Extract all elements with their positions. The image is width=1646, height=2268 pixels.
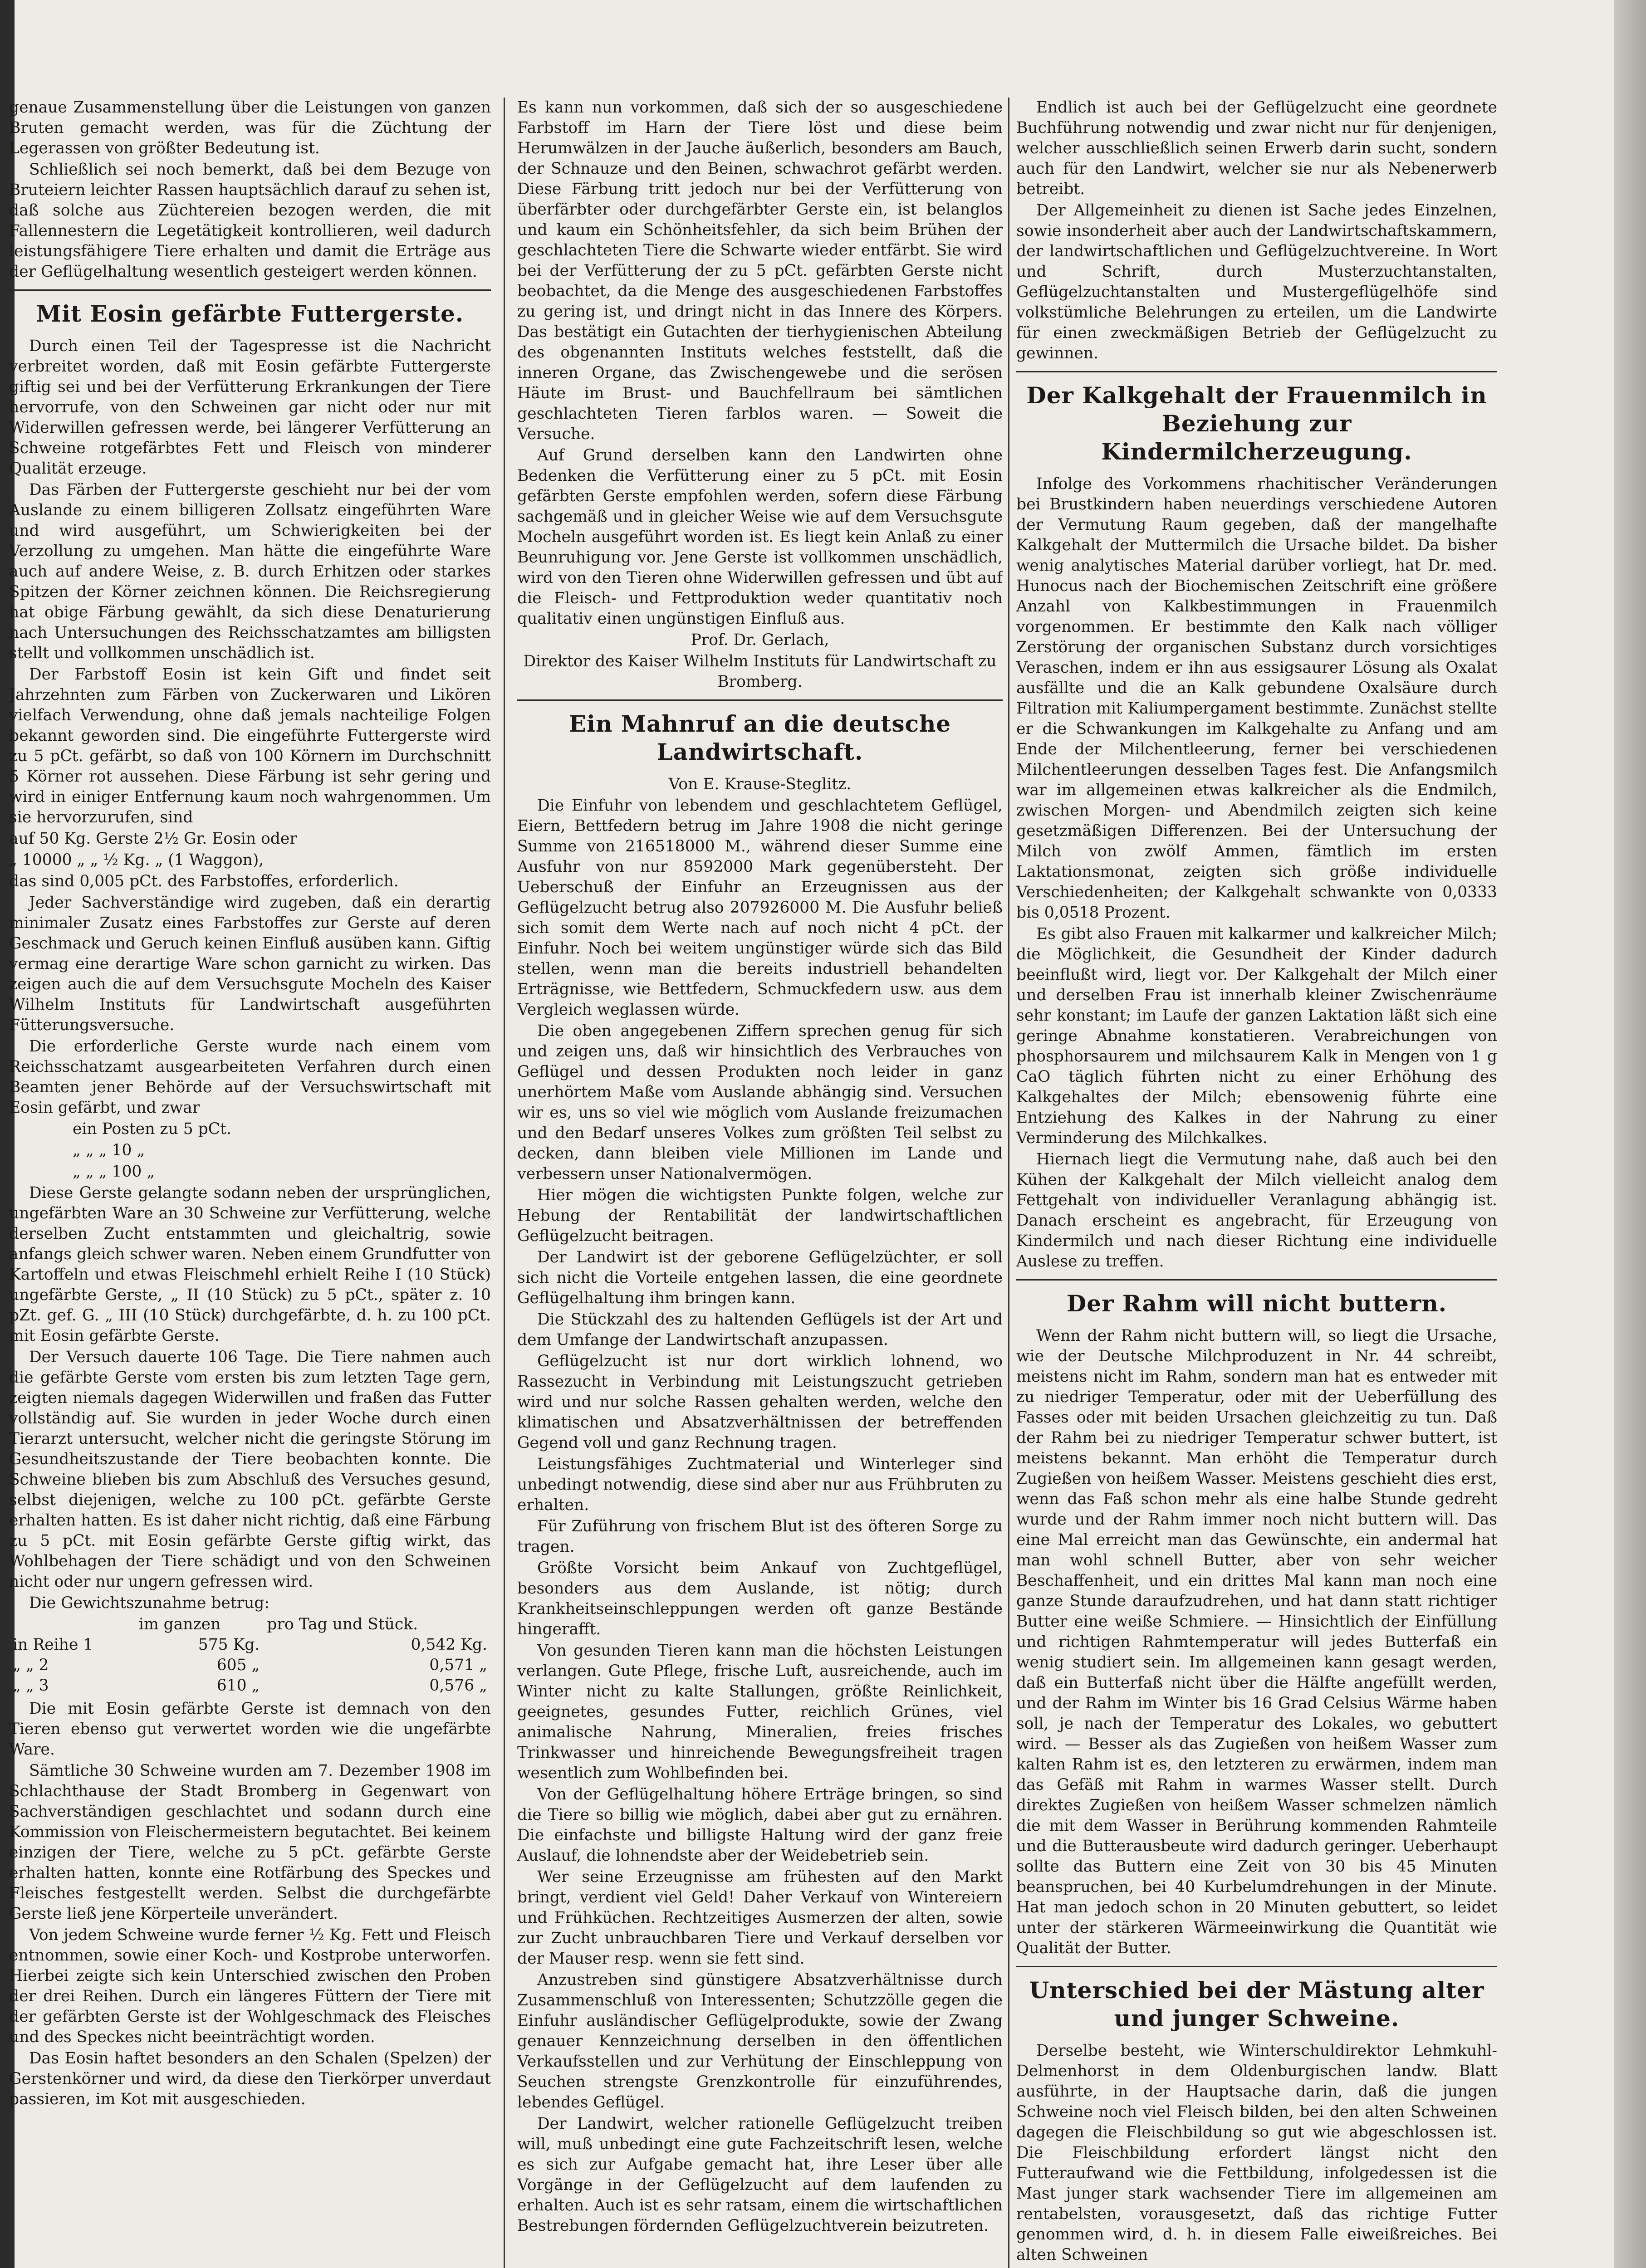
section-divider	[1016, 1966, 1497, 1967]
paragraph: Der Allgemeinheit zu dienen ist Sache jedes Einzelnen, sowie insonderheit aber auch der Landwirtschaftskammern, der landwirtschaftlichen und Geflügelzuchtvereine. In Wort und Schrift, durch Musterzuchtanstalten, Geflügelzuchtanstalten und Mustergeflügelhöfe sind volkstümliche Belehrungen zu erteilen, um die Landwirte für einen zweckmäßigen Betrieb der Geflügelzucht zu gewinnen.	[1016, 201, 1497, 362]
article-headline: Unterschied bei der Mästung alter und junger Schweine.	[1029, 1977, 1484, 2032]
paragraph: Die mit Eosin gefärbte Gerste ist demnach von den Tieren ebenso gut verwertet worden wie die ungefärbte Ware.	[9, 1700, 491, 1759]
paragraph: das sind 0,005 pCt. des Farbstoffes, erforderlich.	[9, 872, 399, 890]
table-row	[9, 1676, 491, 1696]
paragraph: Auf Grund derselben kann den Landwirten ohne Bedenken die Verfütterung einer zu 5 pCt. mit Eosin gefärbten Gerste empfohlen werden, sofern diese Färbung sachgemäß und in gleicher Weise wie auf dem Versuchsgute Mocheln ausgeführt worden ist. Es liegt kein Anlaß zu einer Beunruhigung vor. Jene Gerste ist vollkommen unschädlich, wird von den Tieren ohne Widerwillen gefressen und übt auf die Fleisch- und Fettproduktion weder quantitativ noch qualitativ einen ungünstigen Einfluß aus.	[517, 446, 1003, 628]
paragraph: Sämtliche 30 Schweine wurden am 7. Dezember 1908 im Schlachthause der Stadt Bromberg in Gegenwart von Sachverständigen geschlachtet und sodann durch eine Kommission von Fleischermeistern begutachtet. Bei keinem einzigen der Tiere, welche zu 5 pCt. gefärbte Gerste erhalten hatten, konnte eine Rotfärbung des Speckes und Fleisches festgestellt werden. Selbst die durchgefärbte Gerste ließ jene Körperteile unverändert.	[9, 1762, 491, 1923]
paragraph: ein Posten zu 5 pCt.	[73, 1120, 231, 1138]
paragraph: Leistungsfähiges Zuchtmaterial und Winterleger sind unbedingt notwendig, diese sind aber nur aus Frühbruten zu erhalten.	[517, 1455, 1003, 1514]
section-divider	[517, 699, 1003, 701]
article-headline: Der Rahm will nicht buttern.	[1066, 1290, 1447, 1317]
paragraph: Jeder Sachverständige wird zugeben, daß ein derartig minimaler Zusatz eines Farbstoffes zur Gerste auf deren Geschmack und Geruch keinen Einfluß ausüben kann. Giftig vermag eine derartige Ware schon garnicht zu wirken. Das zeigen auch die auf dem Versuchsgute Mocheln des Kaiser Wilhelm Instituts für Landwirtschaft ausgeführten Fütterungsversuche.	[9, 894, 491, 1034]
paragraph: „ „ „ 100 „	[73, 1163, 155, 1181]
article-headline: Ein Mahnruf an die deutsche Landwirtschaft.	[568, 710, 951, 765]
right-page-edge	[1614, 0, 1646, 2268]
paragraph: „ 10000 „ „ ½ Kg. „ (1 Waggon),	[9, 851, 264, 869]
column-left	[9, 98, 491, 2268]
paragraph: „ „ „ 10 „	[73, 1141, 145, 1159]
paragraph: Hiernach liegt die Vermutung nahe, daß auch bei den Kühen der Kalkgehalt der Milch vielleicht analog dem Fettgehalt von individueller Veranlagung abhängig ist. Danach erscheint es angebracht, für Erzeugung von Kindermilch und nach dieser Richtung eine individuelle Auslese zu treffen.	[1016, 1150, 1497, 1271]
paragraph: Die oben angegebenen Ziffern sprechen genug für sich und zeigen uns, daß wir hinsichtlich des Verbrauches von Geflügel und dessen Produkten noch leider in ganz unerhörtem Maße vom Auslande abhängig sind. Versuchen wir es, uns so viel wie möglich vom Auslande freizumachen und den Bedarf unseres Volkes zum größten Teil selbst zu decken, dann bleiben viele Millionen im Lande und verbessern unser Nationalvermögen.	[517, 1022, 1003, 1183]
column-divider	[504, 98, 505, 2268]
table-header-cell: pro Tag und Stück.	[267, 1615, 418, 1633]
paragraph: Schließlich sei noch bemerkt, daß bei dem Bezuge von Bruteiern leichter Rassen hauptsächlich darauf zu sehen ist, daß solche aus Züchtereien bezogen werden, die mit Fallennestern die Legetätigkeit kontrollieren, weil dadurch leistungsfähigere Tiere erhalten und damit die Erträge aus der Geflügelhaltung wesentlich gesteigert werden können.	[9, 161, 491, 281]
byline: Von E. Krause-Steglitz.	[668, 775, 852, 793]
column-right	[1016, 98, 1497, 2268]
weight-gain-table	[9, 1614, 491, 1696]
table-cell: „ „ 3	[13, 1677, 49, 1695]
paragraph: Geflügelzucht ist nur dort wirklich lohnend, wo Rassezucht in Verbindung mit Leistungszucht getrieben wird und nur solche Rassen gehalten werden, welche den klimatischen und Absatzverhältnissen der betreffenden Gegend voll und ganz Rechnung tragen.	[517, 1352, 1003, 1452]
table-cell: 610 „	[216, 1677, 260, 1695]
section-divider	[1016, 1279, 1497, 1281]
paragraph: Von gesunden Tieren kann man die höchsten Leistungen verlangen. Gute Pflege, frische Luft, ausreichende, auch im Winter nicht zu kalte Stallungen, größte Reinlichkeit, geeignetes, gesundes Futter, reichlich Grünes, viel animalische Nahrung, Mineralien, freies frisches Trinkwasser und hinreichende Bewegungsfreiheit tragen wesentlich zum Wohlbefinden bei.	[517, 1642, 1003, 1782]
table-cell: 575 Kg.	[198, 1636, 260, 1654]
paragraph: Endlich ist auch bei der Geflügelzucht eine geordnete Buchführung notwendig und zwar nicht nur für denjenigen, welcher ausschließlich seinen Erwerb darin sucht, sondern auch für den Landwirt, welcher sie nur als Nebenerwerb betreibt.	[1016, 98, 1497, 198]
paragraph: Von jedem Schweine wurde ferner ½ Kg. Fett und Fleisch entnommen, sowie einer Koch- und Kostprobe unterworfen. Hierbei zeigte sich kein Unterschied zwischen den Proben der drei Reihen. Durch ein längeres Füttern der Tiere mit der gefärbten Gerste ist der Wohlgeschmack des Fleisches und des Speckes nicht beeinträchtigt worden.	[9, 1926, 491, 2046]
section-divider	[9, 289, 491, 291]
table-cell: in Reihe 1	[13, 1636, 93, 1654]
paragraph: Es kann nun vorkommen, daß sich der so ausgeschiedene Farbstoff im Harn der Tiere löst und diese beim Herumwälzen in der Jauche äußerlich, besonders am Bauch, der Schnauze und den Beinen, schwachrot gefärbt werden. Diese Färbung tritt jedoch nur bei der Verfütterung von überfärbter oder durchgefärbter Gerste ein, ist belanglos und kaum ein Schönheitsfehler, da sich beim Brühen der geschlachteten Tiere die Schwarte wieder entfärbt. Sie wird bei der Verfütterung der zu 5 pCt. gefärbten Gerste nicht beobachtet, da die Menge des ausgeschiedenen Farbstoffes zu gering ist, und dringt nicht in das Innere des Körpers. Das bestätigt ein Gutachten der tierhygienischen Abteilung des obgenannten Instituts welches feststellt, daß die inneren Organe, das Zwischengewebe und die serösen Häute im Brust- und Bauchfellraum bei sämtlichen geschlachteten Tieren farblos waren. — Soweit die Versuche.	[517, 98, 1003, 443]
table-cell: „ „ 2	[13, 1656, 49, 1674]
paragraph: Größte Vorsicht beim Ankauf von Zuchtgeflügel, besonders aus dem Auslande, ist nötig; durch Krankheitseinschleppungen werden oft ganze Bestände hingerafft.	[517, 1559, 1003, 1638]
paragraph: Das Färben der Futtergerste geschieht nur bei der vom Auslande zu einem billigeren Zollsatz eingeführten Ware und wird ausgeführt, um Schwierigkeiten bei der Verzollung zu umgehen. Man hätte die eingeführte Ware auch auf andere Weise, z. B. durch Erhitzen oder starkes Spitzen der Körner zeichnen können. Die Reichsregierung hat obige Färbung gewählt, da sich diese Denaturierung nach Untersuchungen des Reichsschatzamtes am billigsten stellt und vollkommen unschädlich ist.	[9, 481, 491, 662]
paragraph: Der Versuch dauerte 106 Tage. Die Tiere nahmen auch die gefärbte Gerste vom ersten bis zum letzten Tage gern, zeigten niemals dagegen Widerwillen und fraßen das Futter vollständig auf. Sie wurden in jeder Woche durch einen Tierarzt untersucht, welcher nicht die geringste Störung im Gesundheitszustande der Tiere beobachten konnte. Die Schweine blieben bis zum Abschluß des Versuches gesund, selbst diejenigen, welche zu 100 pCt. gefärbte Gerste erhalten hatten. Es ist daher nicht richtig, daß eine Färbung zu 5 pCt. mit Eosin gefärbte Gerste giftig wirkt, das Wohlbehagen der Tiere schädigt und von den Schweinen nicht oder nur ungern gefressen wird.	[9, 1348, 491, 1591]
paragraph: Durch einen Teil der Tagespresse ist die Nachricht verbreitet worden, daß mit Eosin gefärbte Futtergerste giftig sei und bei der Verfütterung Erkrankungen der Tiere hervorrufe, von den Schweinen gar nicht oder nur mit Widerwillen gefressen werde, bei längerer Verfütterung an Schweine rotgefärbtes Fett und Fleisch von minderer Qualität erzeuge.	[9, 337, 491, 478]
article-headline: Der Kalkgehalt der Frauenmilch in Beziehung zur Kindermilcherzeugung.	[1026, 382, 1487, 465]
paragraph: Derselbe besteht, wie Winterschuldirektor Lehmkuhl-Delmenhorst in dem Oldenburgischen landw. Blatt ausführte, in der Hauptsache darin, daß die jungen Schweine noch viel Fleisch bilden, bei den alten Schweinen dagegen die Fleischbildung so gut wie abgeschlossen ist. Die Fleischbildung erfordert längst nicht den Futteraufwand wie die Fettbildung, infolgedessen ist die Mast junger stark wachsender Tiere im allgemeinen am rentabelsten, vorausgesetzt, daß das richtige Futter genommen wird, d. h. in diesem Falle eiweißreiches. Bei alten Schweinen	[1016, 2042, 1497, 2264]
paragraph: Hier mögen die wichtigsten Punkte folgen, welche zur Hebung der Rentabilität der landwirtschaftlichen Geflügelzucht beitragen.	[517, 1186, 1003, 1245]
table-cell: 0,576 „	[429, 1677, 487, 1695]
table-cell: 605 „	[216, 1656, 260, 1674]
paragraph: Infolge des Vorkommens rhachitischer Veränderungen bei Brustkindern haben neuerdings verschiedene Autoren der Vermutung Raum gegeben, daß der mangelhafte Kalkgehalt der Muttermilch die Ursache bildet. Da bisher wenig analytisches Material darüber vorliegt, hat Dr. med. Hunocus nach der Biochemischen Zeitschrift eine größere Anzahl von Kalkbestimmungen in Frauenmilch vorgenommen. Er bestimmte den Kalk nach völliger Zerstörung der organischen Substanz durch vorsichtiges Veraschen, indem er ihn aus essigsaurer Lösung als Oxalat ausfällte und die an Kalk gebundene Oxalsäure durch Filtration mit Kaliumpergament bestimmte. Zunächst stellte er die Schwankungen im Kalkgehalte zu Anfang und am Ende der Milchentleerung, ferner bei verschiedenen Milchentleerungen desselben Tages fest. Die Anfangsmilch war im allgemeinen etwas kalkreicher als die Endmilch, zwischen Morgen- und Abendmilch zeigten sich keine gesetzmäßigen Differenzen. Bei der Untersuchung der Milch von zwölf Ammen, fämtlich im ersten Laktationsmonat, zeigten sich größe individuelle Verschiedenheiten; der Kalkgehalt schwankte von 0,0333 bis 0,0518 Prozent.	[1016, 475, 1497, 922]
paragraph: auf 50 Kg. Gerste 2½ Gr. Eosin oder	[9, 830, 297, 848]
paragraph: Für Zuführung von frischem Blut ist des öfteren Sorge zu tragen.	[517, 1517, 1003, 1556]
paragraph: Die Stückzahl des zu haltenden Geflügels ist der Art und dem Umfange der Landwirtschaft anzupassen.	[517, 1310, 1003, 1349]
table-header-cell: im ganzen	[138, 1615, 221, 1633]
paragraph: Das Eosin haftet besonders an den Schalen (Spelzen) der Gerstenkörner und wird, da diese den Tierkörper unverdaut passieren, im Kot mit ausgeschieden.	[9, 2049, 491, 2108]
paragraph: Der Farbstoff Eosin ist kein Gift und findet seit Jahrzehnten zum Färben von Zuckerwaren und Likören vielfach Verwendung, ohne daß jemals nachteilige Folgen bekannt geworden sind. Die eingeführte Futtergerste wird zu 5 pCt. gefärbt, so daß von 100 Körnern im Durchschnitt 5 Körner rot aussehen. Diese Färbung ist sehr gering und wird in einiger Entfernung kaum noch wahrgenommen. Um sie hervorzurufen, sind	[9, 665, 491, 826]
table-header-cell	[9, 1614, 135, 1635]
paragraph: Wenn der Rahm nicht buttern will, so liegt die Ursache, wie der Deutsche Milchproduzent in Nr. 44 schreibt, meistens nicht im Rahm, sondern man hat es entweder mit zu niedriger Temperatur, oder mit der Ueberfüllung des Fasses oder mit beiden Ursachen gleichzeitig zu tun. Daß der Rahm bei zu niedriger Temperatur schwer buttert, ist meistens bekannt. Man erhöht die Temperatur durch Zugießen von heißem Wasser. Meistens geschieht dies erst, wenn das Faß schon mehr als eine halbe Stunde gedreht wurde und der Rahm immer noch nicht buttern will. Das eine Mal erreicht man das Gewünschte, ein andermal hat man wohl schnell Butter, aber von sehr weicher Beschaffenheit, und ein drittes Mal kann man noch eine ganze Stunde daraufzudrehen, und hat dann statt richtiger Butter eine weiße Schmiere. — Hinsichtlich der Einfüllung und richtigen Rahmtemperatur will jedes Butterfaß ein wenig studiert sein. Im allgemeinen kann gesagt werden, daß ein Butterfaß nicht über die Hälfte angefüllt werden, und der Rahm im Winter bis 16 Grad Celsius Wärme haben soll, je nach der Temperatur des Lokales, wo gebuttert wird. — Besser als das Zugießen von heißem Wasser zum kalten Rahm ist es, den letzteren zu erwärmen, indem man das Gefäß mit Rahm in warmes Wasser stellt. Durch direktes Zugießen von heißem Wasser schmelzen nämlich die mit dem Wasser in Berührung kommenden Rahmteile und die Butterausbeute wird dadurch geringer. Ueberhaupt sollte das Buttern eine Zeit von 30 bis 45 Minuten beanspruchen, bei 40 Kurbelumdrehungen in der Minute. Hat man jedoch schon in 20 Minuten gebuttert, so leidet unter der stärkeren Wärmeeinwirkung die Quantität wie Qualität der Butter.	[1016, 1327, 1497, 1957]
paragraph: Es gibt also Frauen mit kalkarmer und kalkreicher Milch; die Möglichkeit, die Gesundheit der Kinder dadurch beeinflußt wird, liegt vor. Der Kalkgehalt der Milch einer und derselben Frau ist innerhalb kleiner Zwischenräume sehr konstant; im Laufe der ganzen Laktation läßt sich eine geringe Abnahme konstatieren. Verabreichungen von phosphorsaurem und milchsaurem Kalk in Mengen von 1 g CaO täglich führten nicht zu einer Erhöhung des Kalkgehaltes der Milch; ebensowenig führte eine Entziehung des Kalkes in der Nahrung zu einer Verminderung des Milchkalkes.	[1016, 925, 1497, 1147]
author-affiliation: Direktor des Kaiser Wilhelm Instituts für Landwirtschaft zu Bromberg.	[523, 652, 997, 691]
paragraph: Von der Geflügelhaltung höhere Erträge bringen, so sind die Tiere so billig wie möglich, dabei aber gut zu ernähren. Die einfachste und billigste Haltung wird der ganz freie Auslauf, die lohnendste aber der Weidebetrieb sein.	[517, 1785, 1003, 1865]
paragraph: Anzustreben sind günstigere Absatzverhältnisse durch Zusammenschluß von Interessenten; Schutzzölle gegen die Einfuhr ausländischer Geflügelprodukte, sowie der Zwang genauer Kennzeichnung derselben in den öffentlichen Verkaufsstellen und zur Verhütung der Einschleppung von Seuchen strengste Grenzkontrolle für einzuführendes, lebendes Geflügel.	[517, 1971, 1003, 2112]
table-cell: 0,542 Kg.	[411, 1636, 487, 1654]
table-row	[9, 1635, 491, 1655]
section-divider	[1016, 371, 1497, 372]
column-middle	[517, 98, 1003, 2268]
table-row	[9, 1655, 491, 1676]
table-header-row	[9, 1614, 491, 1635]
paragraph: Die Gewichtszunahme betrug:	[29, 1594, 270, 1612]
paragraph: Wer seine Erzeugnisse am frühesten auf den Markt bringt, verdient viel Geld! Daher Verkauf von Wintereiern und Frühküchen. Rechtzeitiges Ausmerzen der alten, sowie zur Zucht unbrauchbaren Tiere und Verkauf derselben vor der Mauser resp. wenn sie fett sind.	[517, 1868, 1003, 1968]
table-cell: 0,571 „	[429, 1656, 487, 1674]
paragraph: Der Landwirt, welcher rationelle Geflügelzucht treiben will, muß unbedingt eine gute Fachzeitschrift lesen, welche es sich zur Aufgabe gemacht hat, ihre Leser über alle Vorgänge in der Geflügelzucht auf dem laufenden zu erhalten. Auch ist es sehr ratsam, einem die wirtschaftlichen Bestrebungen fördernden Geflügelzuchtverein beizutreten.	[517, 2115, 1003, 2235]
paragraph: Die Einfuhr von lebendem und geschlachtetem Geflügel, Eiern, Bettfedern betrug im Jahre 1908 die nicht geringe Summe von 216518000 M., während dieser Summe eine Ausfuhr von nur 8592000 Mark gegenübersteht. Der Ueberschuß der Einfuhr an Erzeugnissen aus der Geflügelzucht betrug also 207926000 M. Die Ausfuhr beließ sich somit dem Werte nach auf noch nicht 4 pCt. der Einfuhr. Noch bei weitem ungünstiger würde sich das Bild stellen, wenn man die bereits industriell behandelten Erträgnisse, wie Bettfedern, Schmuckfedern usw. aus dem Vergleich weglassen würde.	[517, 797, 1003, 1019]
article-headline: Mit Eosin gefärbte Futtergerste.	[36, 300, 464, 327]
paragraph: Diese Gerste gelangte sodann neben der ursprünglichen, ungefärbten Ware an 30 Schweine zur Verfütterung, welche derselben Zucht entstammten und gleichaltrig, sowie anfangs gleich schwer waren. Neben einem Grundfutter von Kartoffeln und etwas Fleischmehl erhielt Reihe I (10 Stück) ungefärbte Gerste, „ II (10 Stück) zu 5 pCt., später z. 10 pZt. gef. G. „ III (10 Stück) durchgefärbte, d. h. zu 100 pCt. mit Eosin gefärbte Gerste.	[9, 1184, 491, 1345]
paragraph: Der Landwirt ist der geborene Geflügelzüchter, er soll sich nicht die Vorteile entgehen lassen, die eine geordnete Geflügelhaltung ihm bringen kann.	[517, 1248, 1003, 1307]
paragraph: Die erforderliche Gerste wurde nach einem vom Reichsschatzamt ausgearbeiteten Verfahren durch einen Beamten jener Behörde auf der Versuchswirtschaft mit Eosin gefärbt, und zwar	[9, 1037, 491, 1117]
author-signature: Prof. Dr. Gerlach,	[691, 631, 829, 649]
column-divider	[1008, 98, 1009, 2268]
paragraph: genaue Zusammenstellung über die Leistungen von ganzen Bruten gemacht werden, was für die Züchtung der Legerassen von größter Bedeutung ist.	[9, 98, 491, 157]
